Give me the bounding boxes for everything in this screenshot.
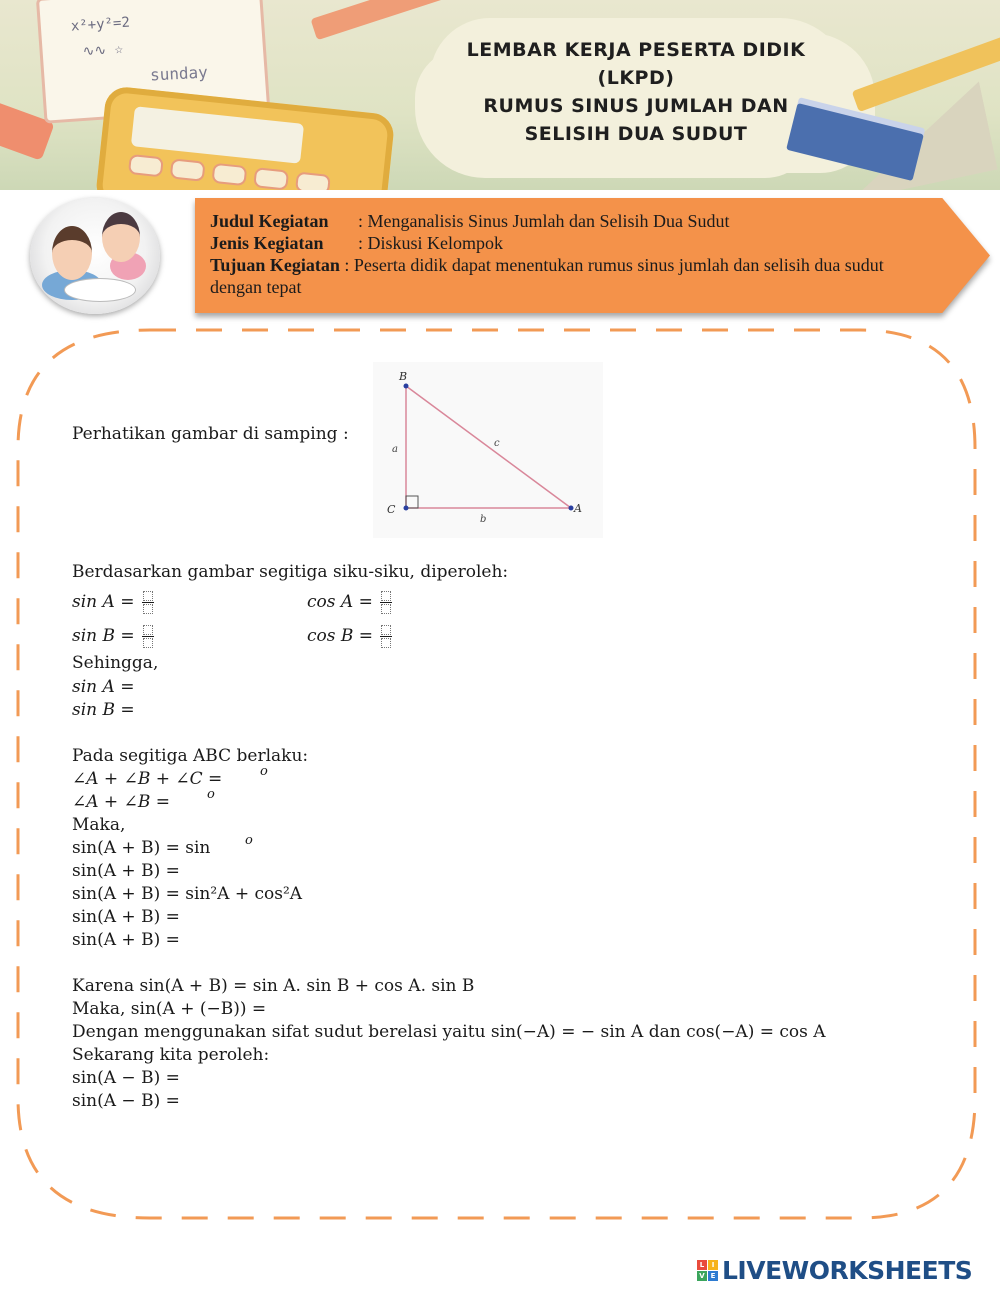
- judul-value: : Menganalisis Sinus Jumlah dan Selisih Dua Sudut: [358, 211, 730, 231]
- right-triangle-figure: [373, 362, 603, 538]
- sin-diff-line-1: sin(A − B) =: [72, 1068, 180, 1088]
- jenis-label: Jenis Kegiatan: [210, 233, 324, 253]
- label-b: B: [399, 370, 408, 383]
- activity-type-row: [210, 232, 950, 254]
- tujuan-value: : Peserta didik dapat menentukan rumus sinus jumlah dan selisih dua sudut: [344, 255, 884, 275]
- logo-letter-v: V: [697, 1271, 707, 1281]
- sinA-numerator-box[interactable]: [143, 591, 153, 601]
- sine-wave-icon: ∿∿ ☆: [82, 41, 124, 60]
- label-a: A: [574, 502, 582, 515]
- sin-sum-line-2: sin(A + B) =: [72, 861, 180, 881]
- pencil-decoration: [311, 0, 470, 40]
- judul-label: Judul Kegiatan: [210, 211, 329, 231]
- dengan-text: Dengan menggunakan sifat sudut berelasi yaitu sin(−A) = − sin A dan cos(−A) = cos A: [72, 1022, 826, 1042]
- cosA-numerator-box[interactable]: [381, 591, 391, 601]
- sinA-label: sin A =: [72, 592, 135, 612]
- point-a: [569, 506, 574, 511]
- tujuan-label: Tujuan Kegiatan: [210, 255, 340, 275]
- students-avatar: [30, 198, 160, 314]
- maka-text-2: Maka, sin(A + (−B)) =: [72, 999, 267, 1019]
- sin-sum-line-1: sin(A + B) = sin: [72, 838, 211, 858]
- cosB-fraction[interactable]: [380, 624, 392, 649]
- activity-title-row: [210, 210, 950, 232]
- side-c-line: [406, 386, 571, 508]
- sinA-denominator-box[interactable]: [143, 604, 153, 614]
- liveworksheets-logo[interactable]: [697, 1254, 972, 1286]
- cosA-fraction[interactable]: [380, 590, 392, 615]
- sinB-fraction[interactable]: [142, 624, 154, 649]
- label-side-a: a: [392, 444, 398, 455]
- sekarang-text: Sekarang kita peroleh:: [72, 1045, 270, 1065]
- logo-letter-l: L: [697, 1260, 707, 1270]
- sinB-answer-row: sin B =: [72, 700, 135, 720]
- sinA-row: [72, 590, 154, 615]
- student-girl-head: [102, 212, 140, 262]
- sehingga-text: Sehingga,: [72, 653, 159, 673]
- maka-text-1: Maka,: [72, 815, 126, 835]
- sinB-numerator-box[interactable]: [143, 625, 153, 635]
- cosA-label: cos A =: [307, 592, 373, 612]
- student-boy-head: [52, 226, 92, 280]
- sinA-fraction[interactable]: [142, 590, 154, 615]
- tujuan-continuation: dengan tepat: [210, 277, 302, 297]
- pada-text: Pada segitiga ABC berlaku:: [72, 746, 309, 766]
- activity-info-text: [210, 210, 950, 298]
- cosA-denominator-box[interactable]: [381, 604, 391, 614]
- sin-sum-line-5: sin(A + B) =: [72, 930, 180, 950]
- title-line-2: (LKPD): [597, 67, 675, 89]
- degree-mark-2: o: [207, 787, 215, 802]
- point-b: [404, 384, 409, 389]
- activity-info-box: [195, 198, 990, 313]
- cosA-row: [307, 590, 392, 615]
- degree-mark-1: o: [260, 764, 268, 779]
- notepad-day: sunday: [149, 62, 209, 85]
- right-angle-mark: [406, 496, 418, 508]
- cosB-label: cos B =: [307, 626, 374, 646]
- angle-sum-abc: ∠A + ∠B + ∠C =: [72, 769, 223, 789]
- label-c: C: [387, 503, 396, 516]
- cosB-denominator-box[interactable]: [381, 638, 391, 648]
- sin-diff-line-2: sin(A − B) =: [72, 1091, 180, 1111]
- angle-sum-ab: ∠A + ∠B =: [72, 792, 170, 812]
- sin-sum-line-3: sin(A + B) = sin²A + cos²A: [72, 884, 303, 904]
- point-c: [404, 506, 409, 511]
- header-banner: [0, 0, 1000, 190]
- logo-letter-e: E: [708, 1271, 718, 1281]
- logo-text: LIVEWORKSHEETS: [722, 1255, 973, 1285]
- logo-letter-i: I: [708, 1260, 718, 1270]
- label-side-b: b: [480, 514, 487, 525]
- based-text: Berdasarkan gambar segitiga siku-siku, diperoleh:: [72, 562, 509, 582]
- title-line-1: LEMBAR KERJA PESERTA DIDIK: [466, 39, 806, 61]
- sinB-row: [72, 624, 154, 649]
- title-line-3: RUMUS SINUS JUMLAH DAN: [483, 95, 789, 117]
- title-line-4: SELISIH DUA SUDUT: [524, 123, 748, 145]
- karena-text: Karena sin(A + B) = sin A. sin B + cos A. sin B: [72, 976, 475, 996]
- sinA-answer-row: sin A =: [72, 677, 135, 697]
- calculator-keys: [127, 154, 338, 190]
- worksheet-title: [456, 36, 816, 148]
- jenis-value: : Diskusi Kelompok: [358, 233, 504, 253]
- label-side-c: c: [494, 438, 500, 449]
- calculator-screen: [131, 106, 304, 164]
- sinB-label: sin B =: [72, 626, 135, 646]
- cosB-numerator-box[interactable]: [381, 625, 391, 635]
- calculator-decoration: [95, 85, 396, 190]
- notepad-formula: x²+y²=2: [70, 14, 131, 35]
- activity-goal-row: [210, 254, 950, 276]
- intro-text: Perhatikan gambar di samping :: [72, 424, 349, 444]
- sinB-denominator-box[interactable]: [143, 638, 153, 648]
- cosB-row: [307, 624, 392, 649]
- degree-mark-3: o: [245, 833, 253, 848]
- liveworksheets-mark-icon: [697, 1260, 718, 1281]
- sin-sum-line-4: sin(A + B) =: [72, 907, 180, 927]
- paper-icon: [64, 278, 136, 302]
